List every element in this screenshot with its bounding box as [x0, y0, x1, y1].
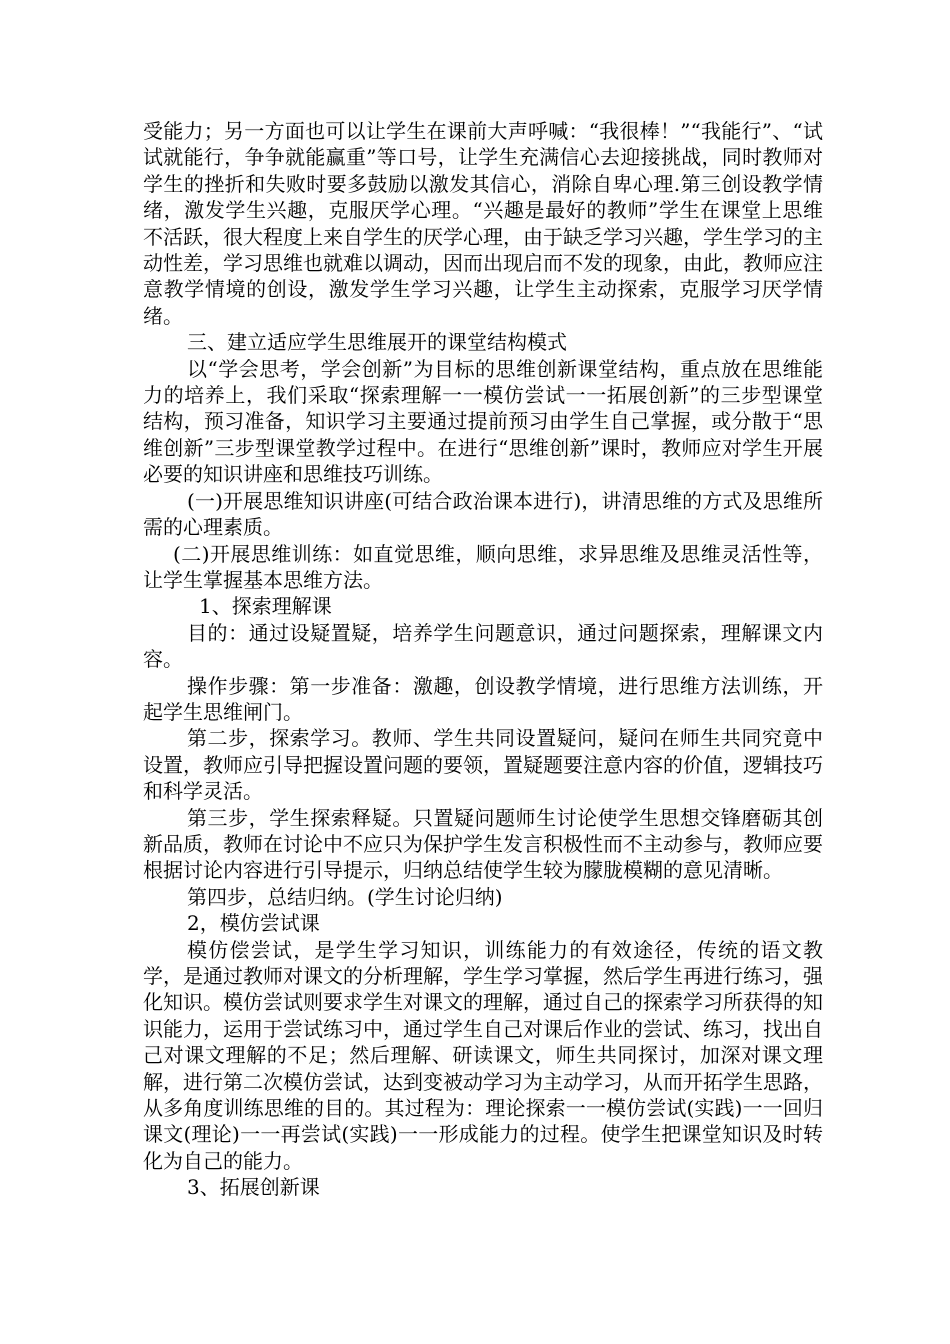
paragraph-imitation: 模仿偿尝试，是学生学习知识，训练能力的有效途径，传统的语文教学，是通过教师对课文的分析理解，学生学习掌握，然后学生再进行练习，强化知识。模仿尝试则要求学生对课文的理解，通过自己的探索学习所获得的知识能力，运用于尝试练习中，通过学生自己对课后作业的尝试、练习，找出自己对课文理解的不足；然后理解、研读课文，师生共同探讨，加深对课文理解，进行第二次模仿尝试，达到变被动学习为主动学习，从而开拓学生思路，从多角度训练思维的目的。其过程为：理论探索一一模仿尝试(实践)一一回归课文(理论)一一再尝试(实践)一一形成能力的过程。使学生把课堂知识及时转化为自己的能力。 — [143, 937, 823, 1173]
paragraph-step-3: 第三步，学生探索释疑。只置疑问题师生讨论使学生思想交锋磨砺其创新品质，教师在讨论中不应只为保护学生发言积极性而不主动参与，教师应要根据讨论内容进行引导提示，归纳总结使学生较为朦胧模糊的意见清晰。 — [143, 805, 823, 883]
paragraph-purpose: 目的：通过设疑置疑，培养学生问题意识，通过问题探索，理解课文内容。 — [143, 620, 823, 672]
document-body — [143, 118, 823, 1201]
paragraph-step-2: 第二步，探索学习。教师、学生共同设置疑问，疑问在师生共同究竟中设置，教师应引导把握设置问题的要领，置疑题要注意内容的价值，逻辑技巧和科学灵活。 — [143, 726, 823, 804]
paragraph-lecture: (一)开展思维知识讲座(可结合政治课本进行)，讲清思维的方式及思维所需的心理素质。 — [143, 488, 823, 540]
section-heading-3: 三、建立适应学生思维展开的课堂结构模式 — [187, 330, 567, 355]
subheading-imitation-class: 2，模仿尝试课 — [187, 911, 320, 936]
paragraph-confidence: 受能力；另一方面也可以让学生在课前大声呼喊：“我很棒！”“我能行”、“试试就能行，争争就能赢重”等口号，让学生充满信心去迎接挑战，同时教师对学生的挫折和失败时要多鼓励以激发其信心，消除自卑心理.第三创设教学情绪，激发学生兴趣，克服厌学心理。“兴趣是最好的教师”学生在课堂上思维不活跃，很大程度上来自学生的厌学心理，由于缺乏学习兴趣，学生学习的主动性差，学习思维也就难以调动，因而出现启而不发的现象，由此，教师应注意教学情境的创设，激发学生学习兴趣，让学生主动探索，克服学习厌学情绪。 — [143, 119, 823, 328]
paragraph-training: (二)开展思维训练：如直觉思维，顺向思维，求异思维及思维灵活性等，让学生掌握基本思维方法。 — [143, 541, 823, 592]
subheading-explore-class: 1、探索理解课 — [199, 594, 332, 619]
paragraph-classroom-structure: 以“学会思考，学会创新”为目标的思维创新课堂结构，重点放在思维能力的培养上，我们采取“探索理解一一模仿尝试一一拓展创新”的三步型课堂结构，预习准备，知识学习主要通过提前预习由学生自己掌握，或分散于“思维创新”三步型课堂教学过程中。在进行“思维创新”课时，教师应对学生开展必要的知识讲座和思维技巧训练。 — [143, 356, 823, 487]
subheading-innovation-class: 3、拓展创新课 — [187, 1175, 320, 1200]
paragraph-step-4: 第四步，总结归纳。(学生讨论归纳) — [187, 884, 503, 909]
paragraph-step-1: 操作步骤：第一步准备：激趣，创设教学情境，进行思维方法训练，开起学生思维闸门。 — [143, 673, 823, 724]
